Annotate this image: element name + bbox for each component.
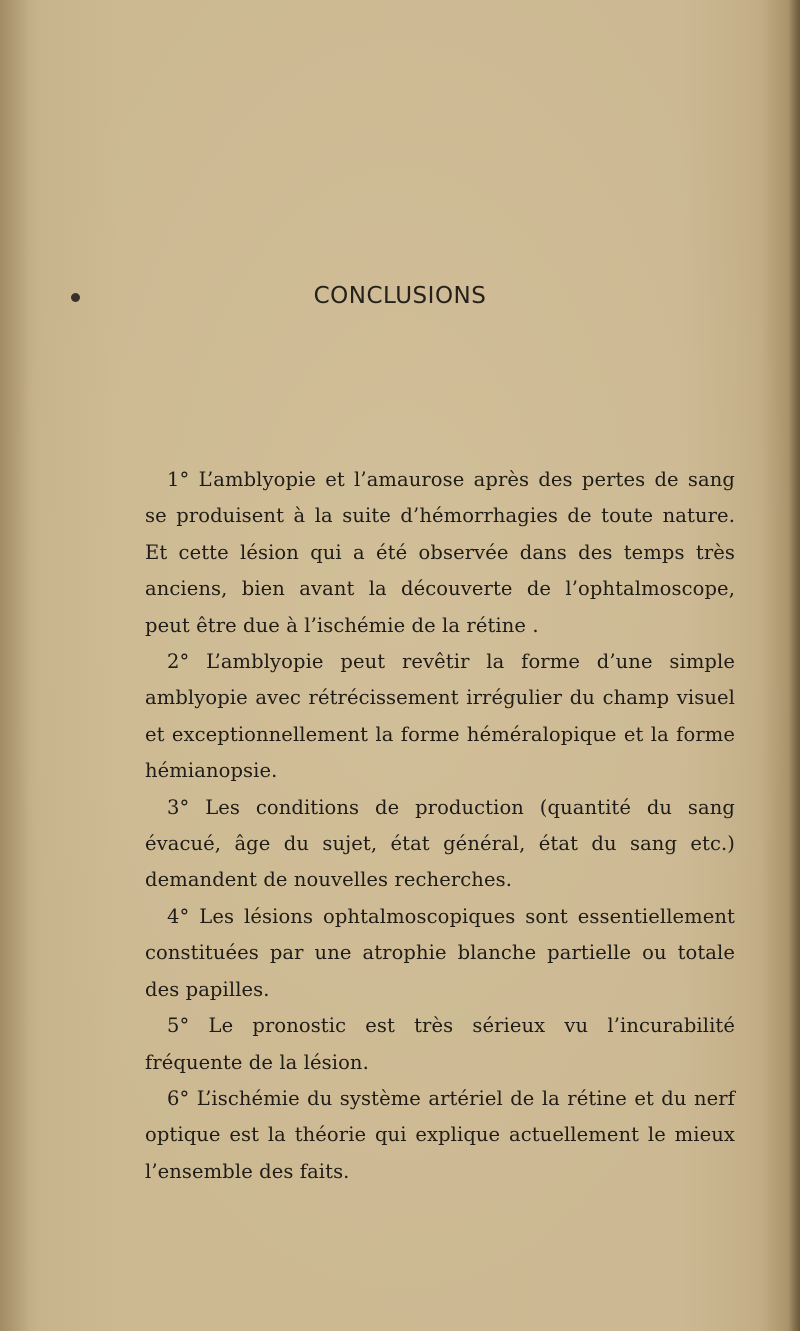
- conclusion-paragraph-1: 1° L’amblyopie et l’amaurose après des pertes de sang se produisent à la suite d’hémorrhagies de toute nature. Et cette lésion qui a été observée dans des temps très anciens, bien avant la découverte de l’ophtalmoscope, peut être due à l’ischémie de la rétine .: [145, 468, 735, 637]
- conclusion-paragraph-5: 5° Le pronostic est très sérieux vu l’incurabilité fréquente de la lésion.: [145, 1014, 735, 1074]
- conclusion-paragraph-2: 2° L’amblyopie peut revêtir la forme d’une simple amblyopie avec rétrécissement irrégulier du champ visuel et exceptionnellement la forme héméralopique et la forme hémianopsie.: [145, 650, 735, 783]
- page-title: CONCLUSIONS: [313, 283, 487, 309]
- page-edge-shadow: [788, 0, 800, 1331]
- page-gutter-shadow: [0, 0, 30, 1331]
- conclusions-body: [145, 462, 735, 1190]
- conclusion-paragraph-3: 3° Les conditions de production (quantité du sang évacué, âge du sujet, état général, état du sang etc.) demandent de nouvelles recherches.: [145, 795, 735, 892]
- conclusion-paragraph-6: 6° L’ischémie du système artériel de la rétine et du nerf optique est la théorie qui explique actuellement le mieux l’ensemble des faits.: [145, 1086, 735, 1183]
- conclusion-paragraph-4: 4° Les lésions ophtalmoscopiques sont essentiellement constituées par une atrophie blanche partielle ou totale des papilles.: [145, 904, 735, 1001]
